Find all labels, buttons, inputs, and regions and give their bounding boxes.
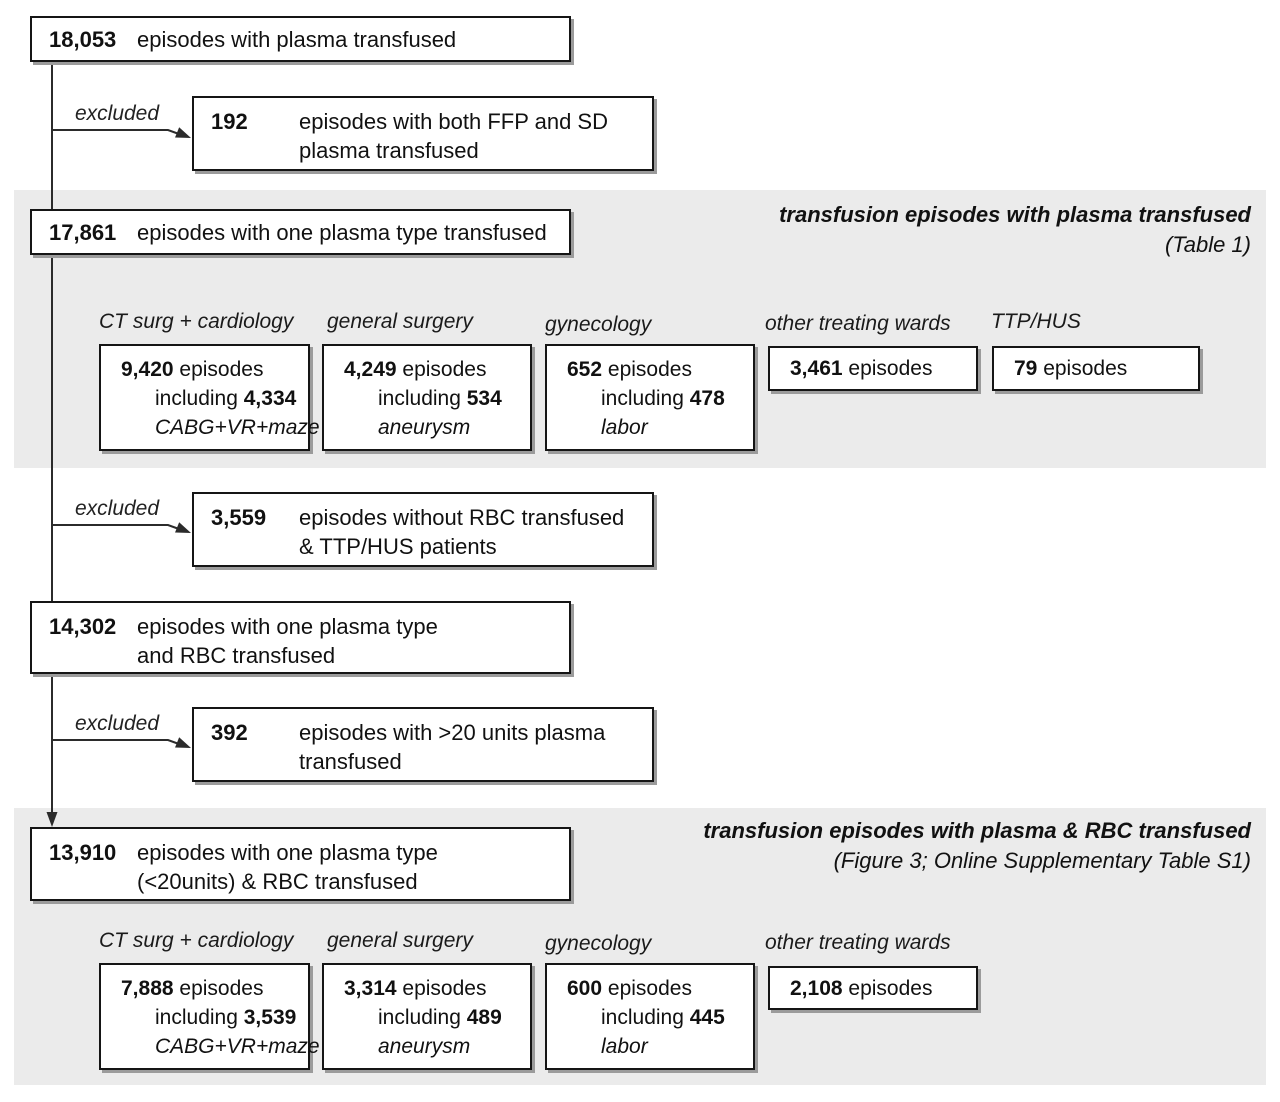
excluded-branch-2 (52, 525, 179, 529)
excluded-branch-3 (52, 740, 179, 744)
node-one-plasma-rbc (30, 601, 571, 674)
ward-episodes-word: episodes (848, 357, 933, 380)
node-total-text: episodes with plasma transfused (137, 26, 457, 52)
node-excluded-no-rbc (192, 492, 654, 567)
ward2-label-gen-surg: general surgery (327, 929, 473, 952)
node-total-plasma (30, 16, 571, 62)
line1: episodes without RBC transfused (299, 505, 625, 530)
ward-line2 (378, 384, 530, 413)
arrowhead-right-3 (175, 737, 193, 753)
ward-episodes-word: episodes (402, 358, 487, 381)
line1: episodes with one plasma type (137, 614, 438, 639)
ward-episodes-word: episodes (179, 977, 264, 1000)
ward1-box-other (768, 346, 978, 391)
ward1-label-gyn: gynecology (545, 313, 652, 336)
ward2-label-gyn: gynecology (545, 932, 652, 955)
ward-line1 (121, 355, 308, 384)
node-one-plasma-rbc-number: 14,302 (49, 614, 117, 639)
ward-including-number: 4,334 (243, 387, 297, 410)
line2: and RBC transfused (137, 643, 336, 668)
ward1-box-gen-surg (322, 344, 532, 451)
arrowhead-right-2 (175, 522, 193, 538)
node-final-cohort-text (137, 838, 438, 896)
line1: episodes with >20 units plasma (299, 720, 606, 745)
ward-including-number: 534 (466, 387, 502, 410)
ward-including-word: including (601, 387, 684, 410)
node-one-plasma-type (30, 209, 571, 255)
node-excluded-ffp-sd-text (299, 107, 608, 165)
node-total-number: 18,053 (49, 26, 117, 52)
ward-number: 79 (1014, 357, 1038, 380)
ward-episodes-word: episodes (179, 358, 264, 381)
ward-line1 (790, 974, 932, 1003)
band1-title-main: transfusion episodes with plasma transfused (779, 202, 1251, 227)
node-one-plasma-type-number: 17,861 (49, 219, 117, 245)
band2-title-main: transfusion episodes with plasma & RBC transfused (703, 818, 1251, 843)
node-excluded-no-rbc-text (299, 503, 624, 561)
ward-line1 (344, 974, 530, 1003)
band1-title-sub: (Table 1) (1164, 232, 1251, 257)
ward-number: 652 (567, 358, 603, 381)
ward1-box-ttp-hus (992, 346, 1200, 391)
ward-including-word: including (601, 1006, 684, 1029)
ward-including-number: 478 (689, 387, 725, 410)
ward-including-number: 445 (689, 1006, 725, 1029)
ward-including-number: 3,539 (243, 1006, 297, 1029)
ward-line1 (1014, 354, 1127, 383)
ward-number: 4,249 (344, 358, 397, 381)
ward1-box-ct-surg (99, 344, 320, 451)
band1-title (779, 200, 1251, 260)
ward-including-word: including (155, 1006, 238, 1029)
arrowhead-right-1 (175, 127, 193, 143)
ward-detail: CABG+VR+maze (155, 416, 320, 439)
ward1-label-ct-surg: CT surg + cardiology (99, 310, 294, 333)
ward-number: 600 (567, 977, 603, 1000)
ward-episodes-word: episodes (607, 977, 692, 1000)
ward1-box-gyn (545, 344, 755, 451)
node-excluded-ffp-sd-number: 192 (211, 109, 248, 134)
excluded-label-3: excluded (74, 712, 160, 735)
ward-line1 (121, 974, 308, 1003)
excluded-branch-1 (52, 130, 179, 134)
ward-line1 (567, 974, 753, 1003)
ward1-label-other: other treating wards (765, 312, 951, 335)
line1: episodes with both FFP and SD (299, 109, 608, 134)
band2-title (703, 816, 1251, 876)
node-excluded-ffp-sd (192, 96, 654, 171)
node-excluded-no-rbc-number: 3,559 (211, 505, 267, 530)
ward-line1 (567, 355, 753, 384)
ward-detail: labor (601, 416, 648, 439)
node-one-plasma-rbc-text (137, 612, 438, 670)
ward-including-word: including (378, 387, 461, 410)
ward-line2 (155, 1003, 308, 1032)
excluded-label-1: excluded (74, 102, 160, 125)
ward-episodes-word: episodes (402, 977, 487, 1000)
node-one-plasma-type-text: episodes with one plasma type transfused (137, 219, 547, 245)
ward-detail: aneurysm (378, 1035, 471, 1058)
line1: episodes with one plasma type (137, 840, 438, 865)
ward-episodes-word: episodes (607, 358, 692, 381)
line2: (<20units) & RBC transfused (137, 869, 418, 894)
ward-including-number: 489 (466, 1006, 502, 1029)
ward-line1 (790, 354, 932, 383)
ward-detail: labor (601, 1035, 648, 1058)
ward2-label-ct-surg: CT surg + cardiology (99, 929, 294, 952)
node-excluded-gt20units (192, 707, 654, 782)
line2: plasma transfused (299, 138, 479, 163)
ward-number: 2,108 (790, 976, 843, 1000)
ward-including-word: including (378, 1006, 461, 1029)
ward2-box-gen-surg (322, 963, 532, 1070)
ward-detail: aneurysm (378, 416, 471, 439)
ward-line2 (378, 1003, 530, 1032)
ward-episodes-word: episodes (1043, 357, 1128, 380)
ward-line2 (155, 384, 308, 413)
line2: & TTP/HUS patients (299, 534, 497, 559)
node-excluded-gt20units-text (299, 718, 605, 776)
ward1-label-gen-surg: general surgery (327, 310, 473, 333)
ward-number: 3,461 (790, 357, 843, 380)
excluded-label-2: excluded (74, 497, 160, 520)
ward2-box-gyn (545, 963, 755, 1070)
ward-including-word: including (155, 387, 238, 410)
ward-line2 (601, 384, 753, 413)
node-final-cohort-number: 13,910 (49, 840, 117, 865)
node-excluded-gt20units-number: 392 (211, 720, 248, 745)
ward-number: 3,314 (344, 977, 397, 1000)
ward-number: 7,888 (121, 977, 174, 1000)
ward-line1 (344, 355, 530, 384)
node-final-cohort (30, 827, 571, 901)
ward2-box-other (768, 966, 978, 1010)
ward-number: 9,420 (121, 358, 174, 381)
ward2-label-other: other treating wards (765, 931, 951, 954)
ward1-label-ttp-hus: TTP/HUS (991, 310, 1081, 333)
ward-detail: CABG+VR+maze (155, 1035, 320, 1058)
ward2-box-ct-surg (99, 963, 320, 1070)
band2-title-sub: (Figure 3; Online Supplementary Table S1) (833, 848, 1251, 873)
ward-episodes-word: episodes (848, 976, 933, 1000)
ward-line2 (601, 1003, 753, 1032)
line2: transfused (299, 749, 402, 774)
